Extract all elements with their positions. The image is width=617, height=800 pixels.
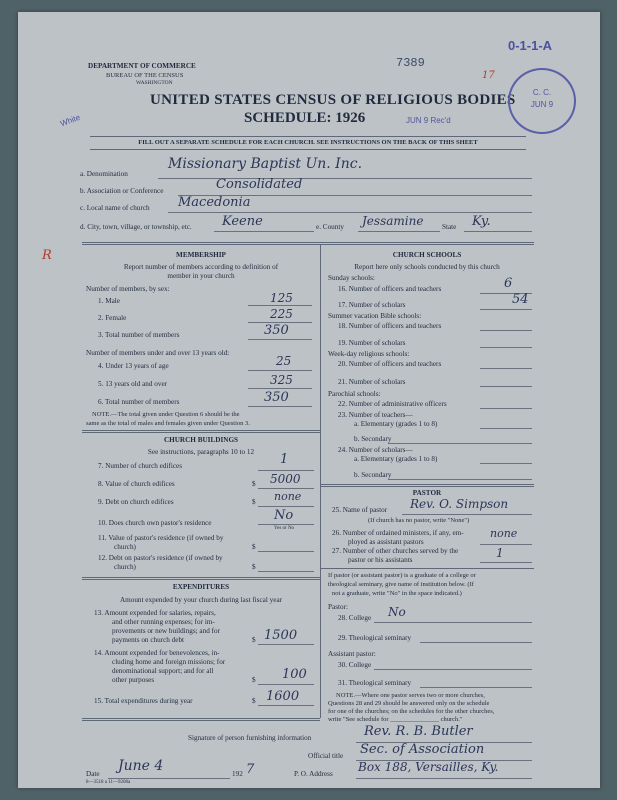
state-line bbox=[464, 231, 532, 232]
q15-line bbox=[258, 705, 314, 706]
pastor-note-1: NOTE.—Where one pastor serves two or more churches, bbox=[336, 692, 485, 699]
q11-dollar: $ bbox=[252, 543, 256, 551]
denomination-line bbox=[158, 178, 532, 179]
membership-heading: MEMBERSHIP bbox=[176, 251, 226, 259]
q4-under13-label: 4. Under 13 years of age bbox=[98, 362, 169, 370]
po-address-line bbox=[356, 778, 532, 779]
q11-line[interactable] bbox=[258, 551, 314, 552]
q25-label: 25. Name of pastor bbox=[332, 506, 388, 514]
section-rule-bottom bbox=[82, 718, 320, 721]
q16-label: 16. Number of officers and teachers bbox=[338, 285, 442, 293]
q25-note: (If church has no pastor, write "None") bbox=[368, 517, 470, 524]
membership-note-2: same as the total of males and females given under Question 3. bbox=[86, 420, 250, 427]
expenditures-heading: EXPENDITURES bbox=[172, 583, 230, 591]
cc-date-stamp bbox=[508, 68, 576, 134]
q6-total-label: 6. Total number of members bbox=[98, 398, 180, 406]
city-label: d. City, town, village, or township, etc. bbox=[80, 223, 192, 231]
q15-value[interactable]: 1600 bbox=[266, 689, 300, 704]
buildings-heading: CHURCH BUILDINGS bbox=[163, 436, 239, 444]
q31-line[interactable] bbox=[420, 687, 532, 688]
red-mark-r: R bbox=[42, 248, 52, 263]
q8-value[interactable]: 5000 bbox=[270, 472, 301, 486]
header-rule-top bbox=[90, 136, 526, 137]
q26-label-2: ployed as assistant pastors bbox=[348, 538, 424, 546]
q23a-line[interactable] bbox=[480, 428, 532, 429]
graduate-instr-3: not a graduate, write "No" in the space indicated.) bbox=[332, 590, 462, 597]
official-title-label: Official title bbox=[308, 752, 344, 760]
q12-label-2: church) bbox=[114, 563, 136, 571]
local-name-value[interactable]: Macedonia bbox=[178, 195, 251, 210]
q13-label-1: 13. Amount expended for salaries, repairs, bbox=[94, 609, 216, 617]
city-line bbox=[214, 231, 314, 232]
signature-value[interactable]: Rev. R. B. Butler bbox=[364, 724, 473, 739]
q17-value[interactable]: 54 bbox=[512, 292, 529, 307]
schedule-title: SCHEDULE: 1926 bbox=[244, 110, 366, 126]
q13-line bbox=[258, 644, 314, 645]
q20-line[interactable] bbox=[480, 368, 532, 369]
association-label: b. Association or Conference bbox=[80, 187, 164, 195]
q14-line bbox=[258, 684, 314, 685]
q11-label-1: 11. Value of pastor's residence (if owned by bbox=[98, 534, 224, 542]
q1-line bbox=[248, 305, 312, 306]
serial-number: 7389 bbox=[396, 56, 425, 70]
q10-line bbox=[258, 524, 314, 525]
department-name: DEPARTMENT OF COMMERCE bbox=[88, 62, 196, 70]
bureau-name: BUREAU OF THE CENSUS bbox=[106, 72, 184, 79]
weekday-schools-label: Week-day religious schools: bbox=[328, 350, 410, 358]
instructions-banner: FILL OUT A SEPARATE SCHEDULE FOR EACH CHURCH. SEE INSTRUCTIONS ON THE BACK OF THIS SHEET bbox=[138, 139, 478, 146]
q24a-line[interactable] bbox=[480, 463, 532, 464]
q15-label: 15. Total expenditures during year bbox=[94, 697, 193, 705]
column-divider bbox=[320, 245, 321, 718]
signature-label: Signature of person furnishing information bbox=[188, 734, 312, 742]
q7-line bbox=[258, 470, 314, 471]
q19-line[interactable] bbox=[480, 347, 532, 348]
summer-schools-label: Summer vacation Bible schools: bbox=[328, 312, 422, 320]
q24a-label: a. Elementary (grades 1 to 8) bbox=[354, 455, 438, 463]
expenditures-sub: Amount expended by your church during last fiscal year bbox=[119, 596, 283, 604]
schools-sub: Report here only schools conducted by this church bbox=[354, 263, 500, 271]
census-schedule-sheet bbox=[18, 12, 600, 788]
q14-dollar: $ bbox=[252, 676, 256, 684]
q3-total-value[interactable]: 350 bbox=[264, 323, 289, 338]
q18-line[interactable] bbox=[480, 330, 532, 331]
graduate-instr-1: If pastor (or assistant pastor) is a graduate of a college or bbox=[328, 572, 476, 579]
q28-label: 28. College bbox=[338, 614, 372, 622]
q28-value[interactable]: No bbox=[388, 605, 406, 619]
q10-value[interactable]: No bbox=[274, 508, 294, 523]
section-rule-top bbox=[82, 242, 534, 245]
q14-label-1: 14. Amount expended for benevolences, in- bbox=[94, 649, 220, 657]
q7-value[interactable]: 1 bbox=[280, 452, 289, 467]
city-value[interactable]: Keene bbox=[222, 214, 263, 229]
q24b-label: b. Secondary bbox=[354, 471, 392, 479]
q9-dollar: $ bbox=[252, 498, 256, 506]
county-value[interactable]: Jessamine bbox=[362, 214, 424, 228]
local-name-label: c. Local name of church bbox=[80, 204, 150, 212]
local-name-line bbox=[168, 212, 532, 213]
date-label: Date bbox=[86, 770, 100, 778]
city-name: WASHINGTON bbox=[136, 80, 173, 86]
q26-label-1: 26. Number of ordained ministers, if any, em- bbox=[332, 529, 464, 537]
q6-total-value[interactable]: 350 bbox=[264, 390, 289, 405]
graduate-rule bbox=[320, 568, 534, 569]
q18-label: 18. Number of officers and teachers bbox=[338, 322, 442, 330]
q13-label-2: and other running expenses; for im- bbox=[112, 618, 215, 626]
buildings-rule bbox=[82, 430, 320, 433]
q20-label: 20. Number of officers and teachers bbox=[338, 360, 442, 368]
schools-heading: CHURCH SCHOOLS bbox=[392, 251, 462, 259]
q24-label: 24. Number of scholars— bbox=[338, 446, 413, 454]
q8-label: 8. Value of church edifices bbox=[98, 480, 175, 488]
q17-label: 17. Number of scholars bbox=[338, 301, 406, 309]
pastor-note-3: for one of the churches; on the schedules for the other churches, bbox=[328, 708, 495, 715]
date-value[interactable]: June 4 bbox=[118, 758, 164, 774]
header-rule-bottom bbox=[90, 149, 526, 150]
q14-label-2: cluding home and foreign missions; for bbox=[112, 658, 226, 666]
state-value[interactable]: Ky. bbox=[472, 214, 491, 229]
q26-line bbox=[480, 544, 532, 545]
white-mark: White bbox=[59, 112, 82, 129]
po-address-value[interactable]: Box 188, Versailles, Ky. bbox=[358, 760, 499, 774]
q5-over13-label: 5. 13 years old and over bbox=[98, 380, 168, 388]
q19-label: 19. Number of scholars bbox=[338, 339, 406, 347]
q1-male-label: 1. Male bbox=[98, 297, 120, 305]
stamp-line-1: C. C. bbox=[532, 88, 552, 97]
q27-line bbox=[480, 562, 532, 563]
q23a-label: a. Elementary (grades 1 to 8) bbox=[354, 420, 438, 428]
q8-line bbox=[258, 488, 314, 489]
official-title-value[interactable]: Sec. of Association bbox=[360, 742, 485, 757]
q9-line bbox=[258, 506, 314, 507]
q25-line bbox=[402, 514, 532, 515]
q23-label: 23. Number of teachers— bbox=[338, 411, 413, 419]
graduate-instr-2: theological seminary, give name of institution below. (If bbox=[328, 581, 474, 588]
q2-female-value[interactable]: 225 bbox=[270, 307, 293, 321]
q29-line[interactable] bbox=[420, 642, 532, 643]
q2-female-label: 2. Female bbox=[98, 314, 127, 322]
q27-value[interactable]: 1 bbox=[496, 546, 504, 560]
members-by-sex-label: Number of members, by sex: bbox=[86, 285, 170, 293]
pastor-note-4: write "See schedule for _______________ church." bbox=[328, 716, 463, 723]
buildings-sub: See instructions, paragraphs 10 to 12 bbox=[147, 448, 255, 456]
q14-label-4: other purposes bbox=[112, 676, 155, 684]
q27-label-2: pastor or his assistants bbox=[348, 556, 413, 564]
q9-label: 9. Debt on church edifices bbox=[98, 498, 174, 506]
q28-line bbox=[374, 622, 532, 623]
q22-line[interactable] bbox=[480, 408, 532, 409]
file-code: 0-1-1-A bbox=[508, 38, 553, 53]
q15-dollar: $ bbox=[252, 697, 256, 705]
year-prefix: 192 bbox=[232, 770, 243, 778]
q11-label-2: church) bbox=[114, 543, 136, 551]
yes-no-hint: Yes or No bbox=[274, 526, 295, 531]
q24b-line[interactable] bbox=[388, 479, 532, 480]
q23b-line[interactable] bbox=[388, 443, 532, 444]
denomination-label: a. Denomination bbox=[80, 170, 128, 178]
q4-under13-value[interactable]: 25 bbox=[276, 354, 292, 368]
membership-note-1: NOTE.—The total given under Question 6 should be the bbox=[92, 411, 240, 418]
pastor-sub-label: Pastor: bbox=[328, 603, 348, 611]
pastor-heading: PASTOR bbox=[412, 489, 442, 497]
sunday-schools-label: Sunday schools: bbox=[328, 274, 375, 282]
q9-value[interactable]: none bbox=[274, 490, 302, 503]
expenditures-rule bbox=[82, 577, 320, 580]
q16-value[interactable]: 6 bbox=[504, 276, 513, 291]
q17-line bbox=[480, 309, 532, 310]
po-address-label: P. O. Address bbox=[294, 770, 333, 778]
form-title: UNITED STATES CENSUS OF RELIGIOUS BODIES bbox=[150, 92, 516, 108]
q7-label: 7. Number of church edifices bbox=[98, 462, 183, 470]
q14-value[interactable]: 100 bbox=[282, 667, 307, 682]
received-stamp: JUN 9 Rec'd bbox=[406, 116, 451, 125]
q6-line bbox=[248, 406, 312, 407]
county-line bbox=[358, 231, 440, 232]
q26-value[interactable]: none bbox=[490, 527, 518, 540]
q1-male-value[interactable]: 125 bbox=[270, 291, 293, 305]
q3-total-label: 3. Total number of members bbox=[98, 331, 180, 339]
association-value[interactable]: Consolidated bbox=[216, 177, 303, 192]
q27-label-1: 27. Number of other churches served by the bbox=[332, 547, 459, 555]
q4-line bbox=[248, 370, 312, 371]
q12-label-1: 12. Debt on pastor's residence (if owned by bbox=[98, 554, 223, 562]
red-mark-17: 17 bbox=[482, 70, 495, 81]
q8-dollar: $ bbox=[252, 480, 256, 488]
q23b-label: b. Secondary bbox=[354, 435, 392, 443]
age-header-label: Number of members under and over 13 years old: bbox=[86, 349, 230, 357]
q31-label: 31. Theological seminary bbox=[338, 679, 412, 687]
q14-label-3: denominational support; and for all bbox=[112, 667, 214, 675]
state-label: State bbox=[442, 223, 457, 231]
year-digit[interactable]: 7 bbox=[246, 762, 255, 777]
q12-dollar: $ bbox=[252, 563, 256, 571]
q29-label: 29. Theological seminary bbox=[338, 634, 412, 642]
date-line bbox=[108, 778, 230, 779]
membership-sub-1: Report number of members according to definition of bbox=[123, 263, 279, 271]
q21-line[interactable] bbox=[480, 386, 532, 387]
membership-sub-2: member in your church bbox=[167, 272, 235, 280]
q10-label: 10. Does church own pastor's residence bbox=[98, 519, 212, 527]
q25-value[interactable]: Rev. O. Simpson bbox=[410, 497, 509, 511]
assistant-pastor-label: Assistant pastor: bbox=[328, 650, 376, 658]
q3-line bbox=[248, 339, 312, 340]
county-label: e. County bbox=[316, 223, 344, 231]
q12-line[interactable] bbox=[258, 571, 314, 572]
pastor-rule bbox=[320, 484, 534, 487]
q5-over13-value[interactable]: 325 bbox=[270, 373, 293, 387]
form-number: 8—3518 a 11—9208a bbox=[86, 780, 131, 785]
q30-label: 30. College bbox=[338, 661, 372, 669]
pastor-note-2: Questions 28 and 29 should be answered only on the schedule bbox=[328, 700, 490, 707]
parochial-schools-label: Parochial schools: bbox=[328, 390, 381, 398]
q22-label: 22. Number of administrative officers bbox=[338, 400, 447, 408]
q21-label: 21. Number of scholars bbox=[338, 378, 406, 386]
q5-line bbox=[248, 388, 312, 389]
q30-line[interactable] bbox=[374, 669, 532, 670]
q13-label-4: payments on church debt bbox=[112, 636, 185, 644]
denomination-value[interactable]: Missionary Baptist Un. Inc. bbox=[168, 156, 363, 172]
q13-label-3: provements or new buildings; and for bbox=[112, 627, 220, 635]
q13-value[interactable]: 1500 bbox=[264, 628, 298, 643]
q13-dollar: $ bbox=[252, 636, 256, 644]
stamp-line-2: JUN 9 bbox=[530, 100, 554, 109]
